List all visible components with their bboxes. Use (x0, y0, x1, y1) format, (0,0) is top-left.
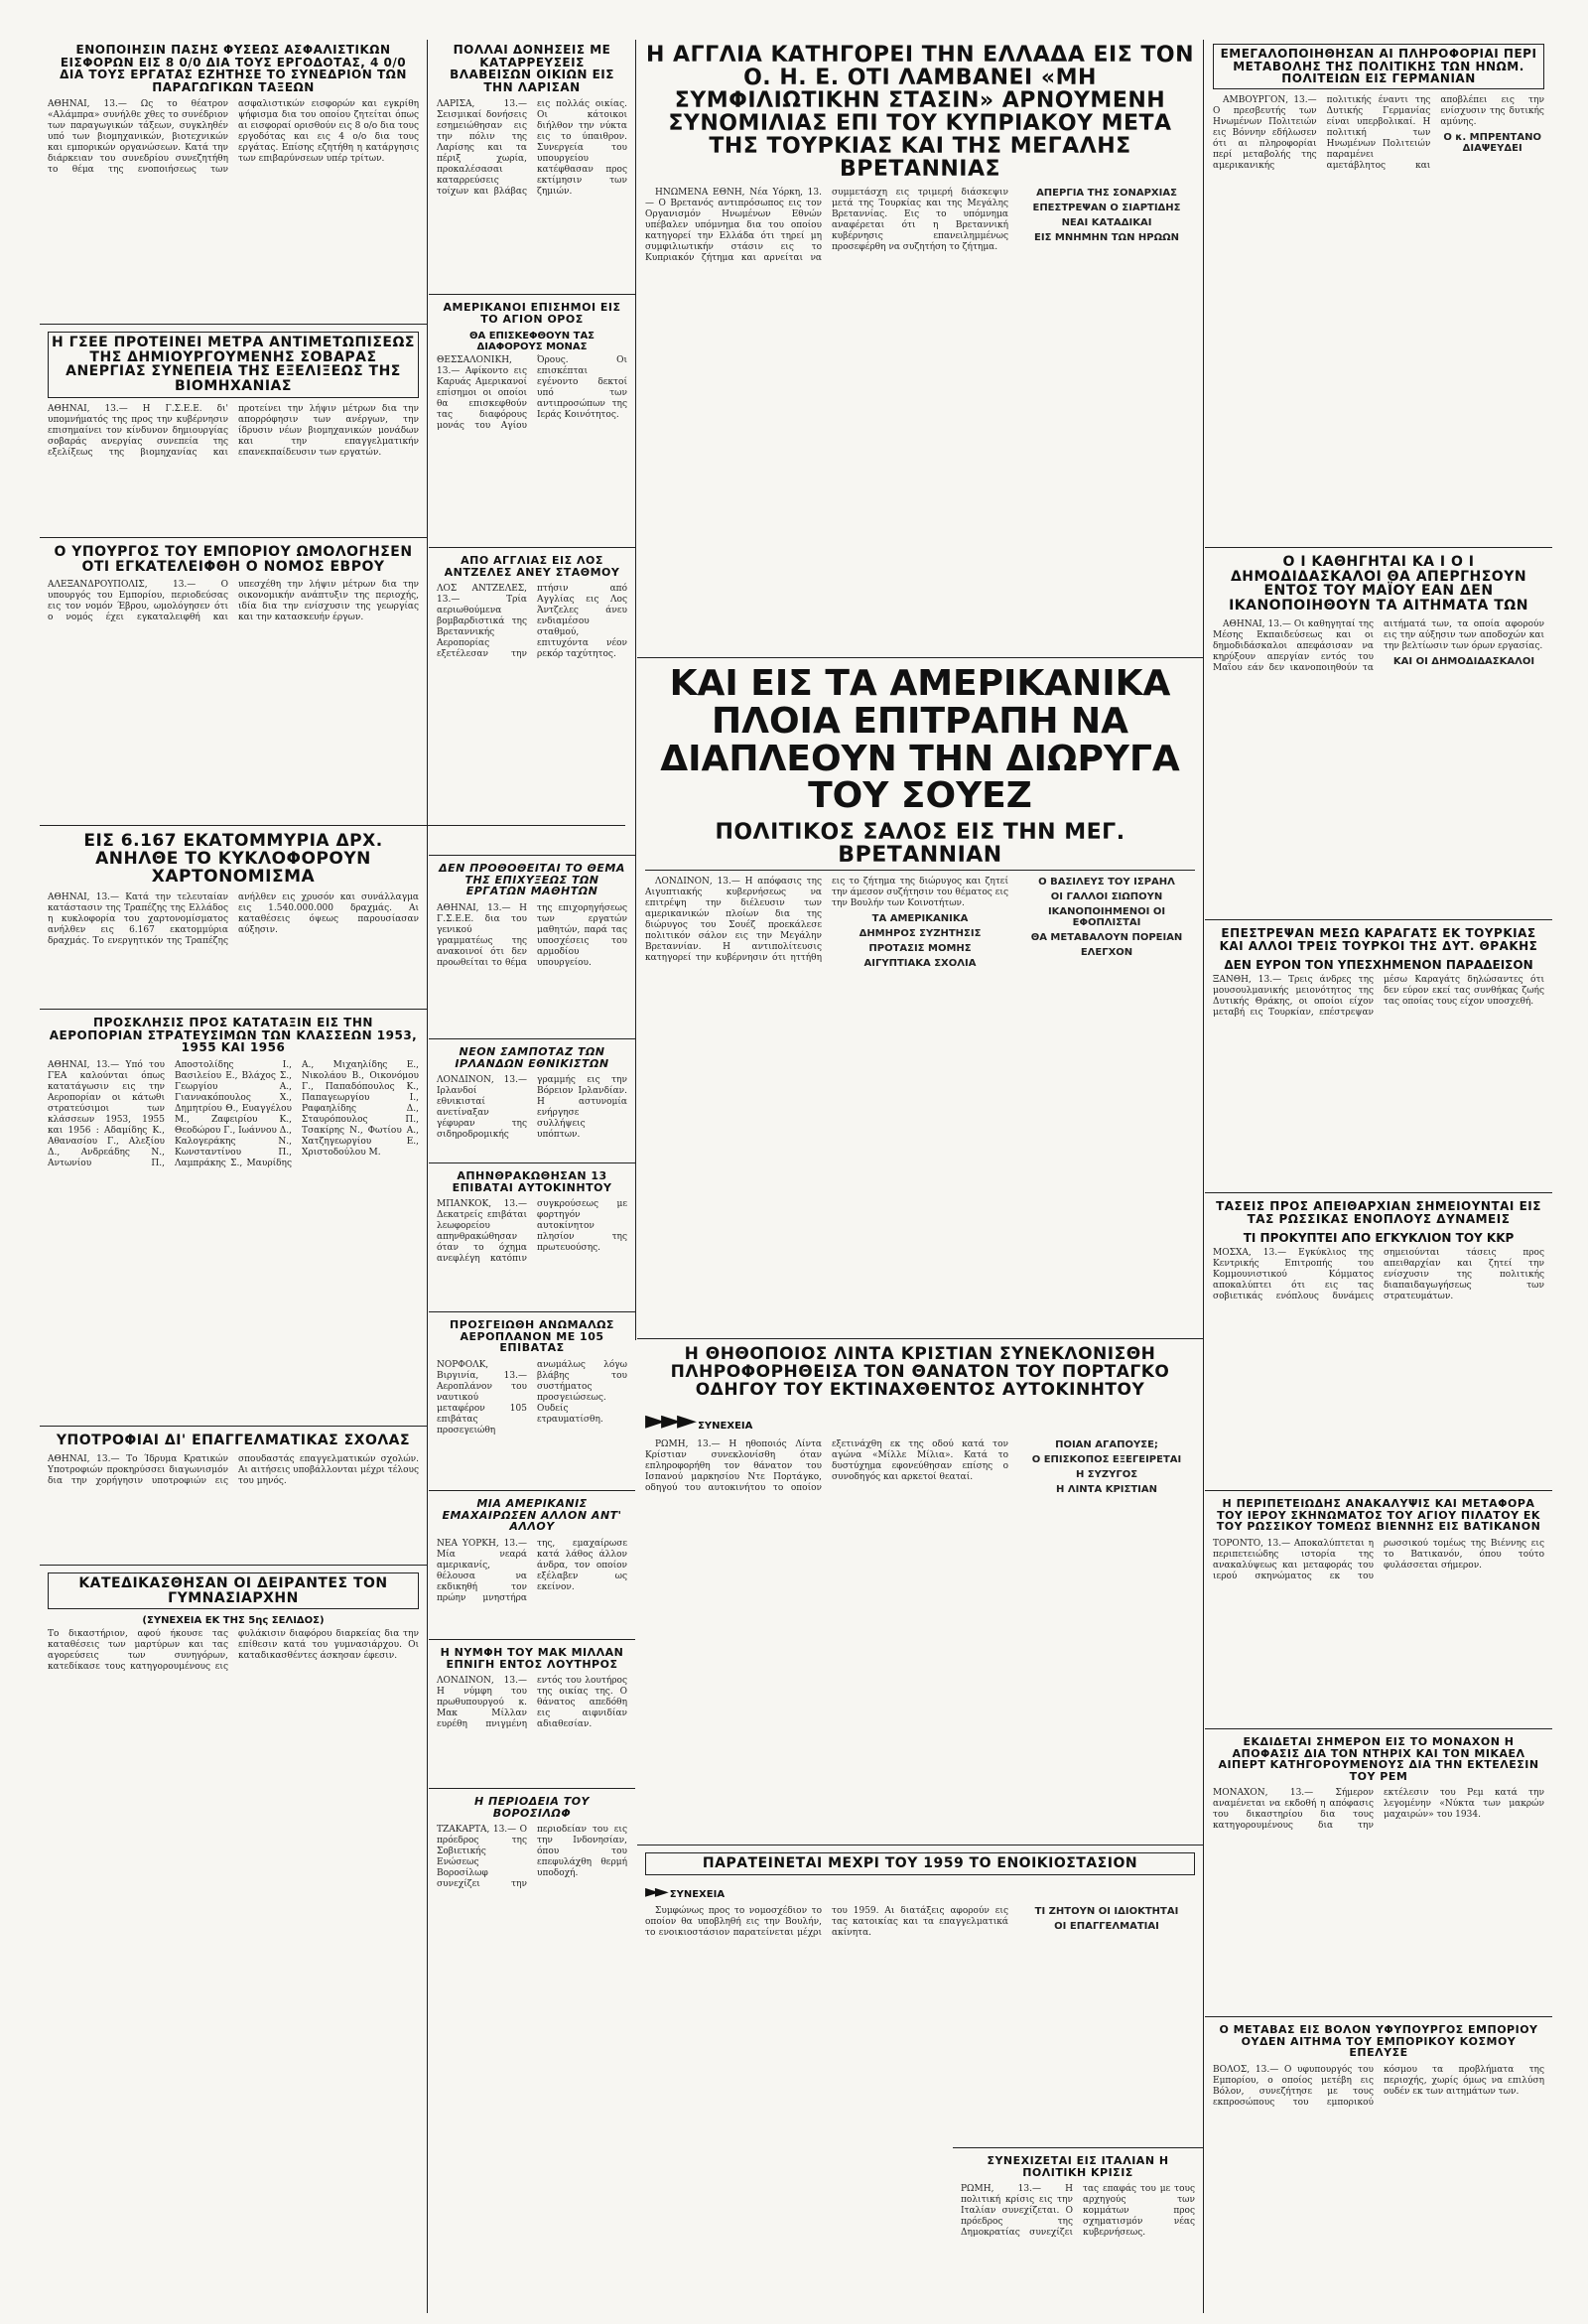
divider (429, 1490, 635, 1491)
divider (429, 1311, 635, 1312)
article-body: ΤΖΑΚΑΡΤΑ, 13.— Ο πρόεδρος της Σοβιετικής Ενώσεως Βοροσίλωφ συνεχίζει την περιοδείαν του εις την Ινδονησίαν, όπου του επεφυλάχθη θερμή υποδοχή. (437, 1825, 627, 1890)
divider (1205, 2016, 1552, 2017)
article-us-germany-policy (1205, 40, 1552, 546)
headline: ΠΑΡΑΤΕΙΝΕΤΑΙ ΜΕΧΡΙ ΤΟΥ 1959 ΤΟ ΕΝΟΙΚΙΟΣΤΑΣΙΟΝ (645, 1852, 1195, 1875)
article-body: ΜΠΑΝΚΟΚ, 13.— Δεκατρείς επιβάται λεωφορείου απηνθρακώθησαν όταν το όχημα ανεφλέγη κατόπιν συγκρούσεως με φορτηγόν αυτοκίνητον πλησίον της πρωτευούσης. (437, 1199, 627, 1265)
article-irish-sabotage (429, 1042, 635, 1162)
subheadline: ΤΑ ΑΜΕΡΙΚΑΝΙΚΑ (871, 913, 969, 925)
article-body (1213, 95, 1544, 172)
subheadline: ΟΙ ΕΠΑΓΓΕΛΜΑΤΙΑΙ (1054, 1920, 1159, 1932)
divider (1205, 1192, 1552, 1193)
article-body (645, 877, 1195, 969)
article-body: ΜΟΝΑΧΟΝ, 13.— Σήμερον αναμένεται να εκδοθή η απόφασις του δικαστηρίου δια τους κατηγορουμένους δια την εκτέλεσιν του Ρεμ κατά την λεγομένην «Νύκτα των μακρών μαχαιρών» του 1934. (1213, 1788, 1544, 1832)
column-rule (1203, 40, 1204, 2313)
divider (637, 1338, 1203, 1339)
headline: ΥΠΟΤΡΟΦΙΑΙ ΔΙ' ΕΠΑΓΓΕΛΜΑΤΙΚΑΣ ΣΧΟΛΑΣ (56, 1433, 411, 1448)
headline: ΠΟΛΛΑΙ ΔΟΝΗΣΕΙΣ ΜΕ ΚΑΤΑΡΡΕΥΣΕΙΣ ΒΛΑΒΕΙΣΩΝ ΟΙΚΙΩΝ ΕΙΣ ΤΗΝ ΛΑΡΙΣΑΝ (450, 43, 614, 94)
subheadline: ΑΠΕΡΓΙΑ ΤΗΣ ΣΟΝΑΡΧΙΑΣ (1036, 187, 1177, 199)
headline: ΜΙΑ ΑΜΕΡΙΚΑΝΙΣ ΕΜΑΧΑΙΡΩΣΕΝ ΑΛΛΟΝ ΑΝΤ' ΑΛΛΟΥ (442, 1497, 622, 1534)
subheadline: ΕΠΕΣΤΡΕΨΑΝ Ο ΣΙΑΡΤΙΔΗΣ (1032, 202, 1181, 213)
divider (40, 537, 427, 538)
article-body: ΑΘΗΝΑΙ, 13.— Το Ίδρυμα Κρατικών Υποτροφιών προκηρύσσει διαγωνισμόν δια την χορήγησιν υποτροφιών εις σπουδαστάς επαγγελματικών σχολών. Αι αιτήσεις υποβάλλονται μέχρι τέλους του μηνός. (48, 1453, 419, 1486)
article-body: ΛΟΣ ΑΝΤΖΕΛΕΣ, 13.— Τρία αεριωθούμενα βομβαρδιστικά της Βρεταννικής Αεροπορίας εξετέλεσαν την πτήσιν από Αγγλίας εις Λος Άντζελες άνευ ενδιαμέσου σταθμού, επιτυχόντα νέον ρεκόρ ταχύτητος. (437, 584, 627, 660)
article-suez-canal (637, 661, 1203, 1336)
continuation-label: (ΣΥΝΕΧΕΙΑ ΕΚ ΤΗΣ 5ης ΣΕΛΙΔΟΣ) (142, 1615, 325, 1627)
divider (1205, 1490, 1552, 1491)
article-macmillan-daughter-in-law (429, 1643, 635, 1787)
article-body: ΞΑΝΘΗ, 13.— Τρεις άνδρες της μουσουλμανικής μειονότητος της Δυτικής Θράκης, οι οποίοι είχον μεταβή εις Τουρκίαν, επέστρεψαν μέσω Καραγάτς δηλώσαντες ότι δεν εύρον εκεί τας συνθήκας ζωής τας οποίας τους είχον υποσχεθή. (1213, 975, 1544, 1019)
article-body (645, 188, 1195, 264)
article-body (645, 1439, 1195, 1495)
article-body: ΛΑΡΙΣΑ, 13.— Σεισμικαί δονήσεις εσημειώθησαν εις την πόλιν της Λαρίσης και τα πέριξ χωρία, προκαλέσασαι καταρρεύσεις τοίχων και βλάβας εις πολλάς οικίας. Οι κάτοικοι διήλθον την νύκτα εις το ύπαιθρον. Συνεργεία του υπουργείου κατέφθασαν προς εκτίμησιν των ζημιών. (437, 99, 627, 198)
article-scholarships (40, 1430, 427, 1564)
arrow-icon: ►► (645, 1880, 665, 1902)
subheadline: ΔΗΜΗΡΟΣ ΣΥΖΗΤΗΣΙΣ (859, 928, 982, 940)
headline: ΑΠΟ ΑΓΓΛΙΑΣ ΕΙΣ ΛΟΣ ΑΝΤΖΕΛΕΣ ΑΝΕΥ ΣΤΑΘΜΟΥ (444, 554, 620, 579)
headline: ΤΑΣΕΙΣ ΠΡΟΣ ΑΠΕΙΘΑΡΧΙΑΝ ΣΗΜΕΙΟΥΝΤΑΙ ΕΙΣ ΤΑΣ ΡΩΣΣΙΚΑΣ ΕΝΟΠΛΟΥΣ ΔΥΝΑΜΕΙΣ (1216, 1199, 1541, 1226)
article-student-workers (429, 859, 635, 1037)
headline: ΠΡΟΣΚΛΗΣΙΣ ΠΡΟΣ ΚΑΤΑΤΑΞΙΝ ΕΙΣ ΤΗΝ ΑΕΡΟΠΟΡΙΑΝ ΣΤΡΑΤΕΥΣΙΜΩΝ ΤΩΝ ΚΛΑΣΣΕΩΝ 1953, 1955 ΚΑΙ 1956 (49, 1016, 418, 1055)
article-body: ΑΘΗΝΑΙ, 13.— Η Γ.Σ.Ε.Ε. δια του γενικού γραμματέως της ανακοινοί ότι δεν προωθείται το θέμα της επιχορηγήσεως των εργατών μαθητών, παρά τας υποσχέσεις του αρμοδίου υπουργείου. (437, 902, 627, 968)
article-teachers-strike (1205, 551, 1552, 918)
subheadline: Ο ΒΑΣΙΛΕΥΣ ΤΟΥ ΙΣΡΑΗΛ (1038, 877, 1175, 889)
subheadline: ΤΙ ΖΗΤΟΥΝ ΟΙ ΙΔΙΟΚΤΗΤΑΙ (1034, 1905, 1179, 1917)
article-body (1213, 619, 1544, 674)
secondary-headline: ΠΟΛΙΤΙΚΟΣ ΣΑΛΟΣ ΕΙΣ ΤΗΝ ΜΕΓ. ΒΡΕΤΑΝΝΙΑΝ (645, 821, 1195, 871)
headline: ΚΑΤΕΔΙΚΑΣΘΗΣΑΝ ΟΙ ΔΕΙΡΑΝΤΕΣ ΤΟΝ ΓΥΜΝΑΣΙΑΡΧΗΝ (48, 1572, 419, 1609)
headline: Ο ΥΠΟΥΡΓΟΣ ΤΟΥ ΕΜΠΟΡΙΟΥ ΩΜΟΛΟΓΗΣΕΝ ΟΤΙ ΕΓΚΑΤΕΛΕΙΦΘΗ Ο ΝΟΜΟΣ ΕΒΡΟΥ (54, 544, 413, 575)
article-los-angeles-flight (429, 551, 635, 854)
divider (429, 1162, 635, 1163)
column-rule (427, 40, 428, 2313)
article-body: ΑΘΗΝΑΙ, 13.— Υπό του ΓΕΑ καλούνται όπως κατατάγωσιν εις την Αεροπορίαν οι κάτωθι στρατεύσιμοι των κλάσσεων 1953, 1955 και 1956 : Αδαμίδης Κ., Αθανασίου Γ., Αλεξίου Δ., Ανδρεάδης Ν., Αντωνίου Π., Αποστολίδης Ι., Βασιλείου Ε., Βλάχος Σ., Γεωργίου Α., Γιαννακόπουλος Χ., Δημητρίου Θ., Ευαγγέλου Μ., Ζαφειρίου Κ., Θεοδώρου Γ., Ιωάννου Δ., Καλογεράκης Ν., Κωνσταντίνου Π., Λαμπράκης Σ., Μαυρίδης Α., Μιχαηλίδης Ε., Νικολάου Β., Οικονόμου Γ., Παπαδόπουλος Κ., Παπαγεωργίου Ι., Ραφαηλίδης Δ., Σταυρόπουλος Π., Τσακίρης Ν., Φωτίου Α., Χατζηγεωργίου Ε., Χριστοδούλου Μ. (48, 1059, 419, 1168)
headline: Η ΑΓΓΛΙΑ ΚΑΤΗΓΟΡΕΙ ΤΗΝ ΕΛΛΑΔΑ ΕΙΣ ΤΟΝ Ο. Η. Ε. ΟΤΙ ΛΑΜΒΑΝΕΙ «ΜΗ ΣΥΜΦΙΛΙΩΤΙΚΗΝ ΣΤΑΣΙΝ» ΑΡΝΟΥΜΕΝΗ ΣΥΝΟΜΙΛΙΑΣ ΕΠΙ ΤΟΥ ΚΥΠΡΙΑΚΟΥ ΜΕΤΑ ΤΗΣ ΤΟΥΡΚΙΑΣ ΚΑΙ ΤΗΣ ΜΕΓΑΛΗΣ ΒΡΕΤΑΝΝΙΑΣ (645, 43, 1195, 183)
paragraph: ΑΘΗΝΑΙ, 13.— Οι καθηγηταί της Μέσης Εκπαιδεύσεως και οι δημοδιδάσκαλοι απεφάσισαν να κηρύξουν απεργίαν εντός του Μαΐου εάν δεν ικανοποιηθούν τα αιτήματά των, τα οποία αφορούν εις την αύξησιν των αποδοχών και την βελτίωσιν των όρων εργασίας. (1213, 618, 1544, 673)
article-volos-deputy-minister (1205, 2020, 1552, 2313)
paragraph: Συμφώνως προς το νομοσχέδιον το οποίον θα υποβληθή εις την Βουλήν, το ενοικιοστάσιον παρατείνεται μέχρι του 1959. Αι διατάξεις αφορούν εις τας κατοικίας και τα επαγγελματικά ακίνητα. (645, 1905, 1008, 1938)
divider (429, 1788, 635, 1789)
subheadline: ΠΡΟΤΑΣΙΣ ΜΟΜΗΣ (868, 943, 972, 955)
article-body: ΝΟΡΦΟΛΚ, Βιργινία, 13.— Αεροπλάνον του ναυτικού μεταφέρον 105 επιβάτας προσεγειώθη ανωμάλως λόγω βλάβης του συστήματος προσγειώσεως. Ουδείς ετραυματίσθη. (437, 1359, 627, 1435)
article-body: ΡΩΜΗ, 13.— Η πολιτική κρίσις εις την Ιταλίαν συνεχίζεται. Ο πρόεδρος της Δημοκρατίας συνεχίζει τας επαφάς του με τους αρχηγούς των κομμάτων προς σχηματισμόν νέας κυβερνήσεως. (961, 2184, 1195, 2239)
subheadline: ΑΙΓΥΠΤΙΑΚΑ ΣΧΟΛΙΑ (863, 958, 977, 970)
paragraph: ΑΜΒΟΥΡΓΟΝ, 13.— Ο πρεσβευτής των Ηνωμένων Πολιτειών εις Βόννην εδήλωσεν ότι αι πληροφορίαι περί μεταβολής της αμερικανικής πολιτικής έναντι της Δυτικής Γερμανίας είναι υπερβολικαί. Η πολιτική των Ηνωμένων Πολιτειών παραμένει αμετάβλητος και αποβλέπει εις την ενίσχυσιν της δυτικής αμύνης. (1213, 94, 1544, 171)
continuation-marker (645, 1881, 1195, 1902)
headline: ΚΑΙ ΕΙΣ ΤΑ ΑΜΕΡΙΚΑΝΙΚΑ ΠΛΟΙΑ ΕΠΙΤΡΑΠΗ ΝΑ ΔΙΑΠΛΕΟΥΝ ΤΗΝ ΔΙΩΡΥΓΑ ΤΟΥ ΣΟΥΕΖ (660, 663, 1180, 817)
subheadline: ΤΙ ΠΡΟΚΥΠΤΕΙ ΑΠΟ ΕΓΚΥΚΛΙΟΝ ΤΟΥ ΚΚΡ (1243, 1231, 1515, 1246)
subheadline: ΠΟΙΑΝ ΑΓΑΠΟΥΣΕ; (1055, 1438, 1158, 1450)
headline: ΝΕΟΝ ΣΑΜΠΟΤΑΖ ΤΩΝ ΙΡΛΑΝΔΩΝ ΕΘΝΙΚΙΣΤΩΝ (455, 1045, 609, 1070)
continuation-label: ΣΥΝΕΧΕΙΑ (669, 1888, 726, 1900)
article-body: ΤΟΡΟΝΤΟ, 13.— Αποκαλύπτεται η περιπετειώδης ιστορία της ανακαλύψεως και μεταφοράς του ιερού σκηνώματος εκ του ρωσσικού τομέως της Βιέννης εις το Βατικανόν, όπου τούτο φυλάσσεται σήμερον. (1213, 1538, 1544, 1581)
article-larissa-earthquakes (429, 40, 635, 293)
subheadline: Η ΣΥΖΥΓΟΣ (1075, 1468, 1138, 1480)
paragraph: ΡΩΜΗ, 13.— Η ηθοποιός Λίντα Κρίστιαν συνεκλονίσθη όταν επληροφορήθη τον θάνατον του Ισπανού μαρκησίου Ντε Πορτάγκο, οδηγού του αυτοκινήτου το οποίον εξετινάχθη εκ της οδού κατά τον αγώνα «Μίλλε Μίλια». Κατά το δυστύχημα εφονεύθησαν επίσης ο συνοδηγός και αρκετοί θεαταί. (645, 1438, 1008, 1493)
subheadline: ΟΙ ΓΑΛΛΟΙ ΣΙΩΠΟΥΝ (1050, 891, 1163, 903)
divider (1205, 547, 1552, 548)
headline: Η ΝΥΜΦΗ ΤΟΥ ΜΑΚ ΜΙΛΛΑΝ ΕΠΝΙΓΗ ΕΝΤΟΣ ΛΟΥΤΗΡΟΣ (440, 1646, 624, 1671)
article-evros (40, 541, 427, 824)
headline: ΕΝΟΠΟΙΗΣΙΝ ΠΑΣΗΣ ΦΥΣΕΩΣ ΑΣΦΑΛΙΣΤΙΚΩΝ ΕΙΣΦΟΡΩΝ ΕΙΣ 8 0/0 ΔΙΑ ΤΟΥΣ ΕΡΓΟΔΟΤΑΣ, 4 0/0 ΔΙΑ ΤΟΥΣ ΕΡΓΑΤΑΣ ΕΖΗΤΗΣΕ ΤΟ ΣΥΝΕΔΡΙΟΝ ΤΩΝ ΠΑΡΑΓΩΓΙΚΩΝ ΤΑΞΕΩΝ (60, 43, 407, 94)
article-stabbing (429, 1494, 635, 1638)
headline: ΕΜΕΓΑΛΟΠΟΙΗΘΗΣΑΝ ΑΙ ΠΛΗΡΟΦΟΡΙΑΙ ΠΕΡΙ ΜΕΤΑΒΟΛΗΣ ΤΗΣ ΠΟΛΙΤΙΚΗΣ ΤΩΝ ΗΝΩΜ. ΠΟΛΙΤΕΙΩΝ ΕΙΣ ΓΕΡΜΑΝΙΑΝ (1213, 44, 1544, 89)
divider (637, 1845, 1203, 1846)
article-munich-verdict (1205, 1732, 1552, 2015)
continuation-label: ΣΥΝΕΧΕΙΑ (698, 1420, 753, 1432)
article-cyprus-un (637, 40, 1203, 655)
divider (429, 1038, 635, 1039)
article-body: ΒΟΛΟΣ, 13.— Ο υφυπουργός του Εμπορίου, ο οποίος μετέβη εις Βόλον, συνεζήτησε με τους εκπροσώπους του εμπορικού κόσμου τα προβλήματα της περιοχής, χωρίς όμως να επιλύση ουδέν εκ των αιτημάτων των. (1213, 2064, 1544, 2108)
headline: ΕΚΔΙΔΕΤΑΙ ΣΗΜΕΡΟΝ ΕΙΣ ΤΟ ΜΟΝΑΧΟΝ Η ΑΠΟΦΑΣΙΣ ΔΙΑ ΤΟΝ ΝΤΗΡΙΧ ΚΑΙ ΤΟΝ ΜΙΚΑΕΛ ΑΙΠΕΡΤ ΚΑΤΗΓΟΡΟΥΜΕΝΟΥΣ ΔΙΑ ΤΗΝ ΕΚΤΕΛΕΣΙΝ ΤΟΥ ΡΕΜ (1218, 1735, 1539, 1783)
article-voroshilov-tour (429, 1792, 635, 2313)
subheadline: ΔΕΝ ΕΥΡΟΝ ΤΟΝ ΥΠΕΣΧΗΜΕΝΟΝ ΠΑΡΑΔΕΙΣΟΝ (1224, 958, 1533, 973)
headline: ΣΥΝΕΧΙΖΕΤΑΙ ΕΙΣ ΙΤΑΛΙΑΝ Η ΠΟΛΙΤΙΚΗ ΚΡΙΣΙΣ (987, 2154, 1169, 2179)
divider (1205, 1728, 1552, 1729)
divider (40, 1565, 427, 1566)
article-body: ΛΟΝΔΙΝΟΝ, 13.— Ιρλανδοί εθνικισταί ανετίναξαν γέφυραν της σιδηροδρομικής γραμμής εις την Βόρειον Ιρλανδίαν. Η αστυνομία ενήργησε συλλήψεις υπόπτων. (437, 1075, 627, 1141)
divider (40, 1009, 427, 1010)
article-bus-fire (429, 1166, 635, 1310)
subheadline: ΕΙΣ ΜΝΗΜΗΝ ΤΩΝ ΗΡΩΩΝ (1034, 231, 1179, 243)
divider (40, 1426, 427, 1427)
subheadline: Ο κ. ΜΠΡΕΝΤΑΝΟ ΔΙΑΨΕΥΔΕΙ (1443, 131, 1541, 154)
subheadline: ΕΛΕΓΧΟΝ (1080, 947, 1133, 959)
article-gymnasiarch-beating (40, 1569, 427, 2313)
divider (429, 294, 635, 295)
headline: Η ΓΣΕΕ ΠΡΟΤΕΙΝΕΙ ΜΕΤΡΑ ΑΝΤΙΜΕΤΩΠΙΣΕΩΣ ΤΗΣ ΔΗΜΙΟΥΡΓΟΥΜΕΝΗΣ ΣΟΒΑΡΑΣ ΑΝΕΡΓΙΑΣ ΣΥΝΕΠΕΙΑ ΤΗΣ ΕΞΕΛΙΞΕΩΣ ΤΗΣ ΒΙΟΜΗΧΑΝΙΑΣ (48, 332, 419, 398)
divider (429, 1639, 635, 1640)
continuation-marker (645, 1406, 1195, 1435)
article-banknotes (40, 829, 427, 1008)
divider (1205, 919, 1552, 920)
divider (637, 657, 1203, 658)
headline: ΕΙΣ 6.167 ΕΚΑΤΟΜΜΥΡΙΑ ΔΡΧ. ΑΝΗΛΘΕ ΤΟ ΚΥΚΛΟΦΟΡΟΥΝ ΧΑΡΤΟΝΟΜΙΣΜΑ (83, 831, 383, 887)
article-soviet-indiscipline (1205, 1196, 1552, 1489)
subheadline: Ο ΕΠΙΣΚΟΠΟΣ ΕΞΕΓΕΙΡΕΤΑΙ (1031, 1453, 1182, 1465)
headline: ΔΕΝ ΠΡΟΘΟΘΕΙΤΑΙ ΤΟ ΘΕΜΑ ΤΗΣ ΕΠΙΧΥΞΕΩΣ ΤΩΝ ΕΡΓΑΤΩΝ ΜΑΘΗΤΩΝ (439, 862, 625, 898)
article-body: ΜΟΣΧΑ, 13.— Εγκύκλιος της Κεντρικής Επιτροπής του Κομμουνιστικού Κόμματος αποκαλύπτει ότι εις τας σοβιετικάς ενόπλους δυνάμεις σημειούνται τάσεις προς απειθαρχίαν και ζητεί την ενίσχυσιν της πολιτικής διαπαιδαγωγήσεως των στρατευμάτων. (1213, 1248, 1544, 1302)
headline: ΑΜΕΡΙΚΑΝΟΙ ΕΠΙΣΗΜΟΙ ΕΙΣ ΤΟ ΑΓΙΟΝ ΟΡΟΣ (443, 301, 621, 326)
column-rule (635, 40, 636, 1340)
divider (40, 324, 427, 325)
article-insurance-contributions (40, 40, 427, 323)
headline: ΕΠΕΣΤΡΕΨΑΝ ΜΕΣΩ ΚΑΡΑΓΑΤΣ ΕΚ ΤΟΥΡΚΙΑΣ ΚΑΙ ΑΛΛΟΙ ΤΡΕΙΣ ΤΟΥΡΚΟΙ ΤΗΣ ΔΥΤ. ΘΡΑΚΗΣ (1219, 926, 1538, 953)
subheadline: Η ΛΙΝΤΑ ΚΡΙΣΤΙΑΝ (1055, 1483, 1157, 1495)
article-body: ΑΘΗΝΑΙ, 13.— Κατά την τελευταίαν κατάστασιν της Τραπέζης της Ελλάδος η κυκλοφορία του χαρτονομίσματος ανήλθεν εις 6.167 εκατομμύρια δραχμάς. Το ενεργητικόν της Τραπέζης ανήλθεν εις χρυσόν και συνάλλαγμα εις 1.540.000.000 δραχμάς. Αι καταθέσεις όψεως παρουσίασαν αύξησιν. (48, 891, 419, 946)
headline: Η ΠΕΡΙΠΕΤΕΙΩΔΗΣ ΑΝΑΚΑΛΥΨΙΣ ΚΑΙ ΜΕΤΑΦΟΡΑ ΤΟΥ ΙΕΡΟΥ ΣΚΗΝΩΜΑΤΟΣ ΤΟΥ ΑΓΙΟΥ ΠΙΛΑΤΟΥ ΕΚ ΤΟΥ ΡΩΣΣΙΚΟΥ ΤΟΜΕΩΣ ΒΙΕΝΝΗΣ ΕΙΣ ΒΑΤΙΚΑΝΟΝ (1216, 1497, 1541, 1534)
article-body (645, 1906, 1195, 1939)
article-body: ΝΕΑ ΥΟΡΚΗ, 13.— Μία νεαρά αμερικανίς, θέλουσα να εκδικηθή τον πρώην μνηστήρα της, εμαχαίρωσε κατά λάθος άλλον άνδρα, τον οποίον εξέλαβεν ως εκείνον. (437, 1538, 627, 1603)
subheadline: ΙΚΑΝΟΠΟΙΗΜΕΝΟΙ ΟΙ ΕΦΟΠΛΙΣΤΑΙ (1047, 906, 1166, 929)
subheadline: ΝΕΑΙ ΚΑΤΑΔΙΚΑΙ (1061, 216, 1152, 228)
paragraph: ΛΟΝΔΙΝΟΝ, 13.— Η απόφασις της Αιγυπτιακής κυβερνήσεως να επιτρέψη την διέλευσιν των αμερικανικών πλοίων δια της διώρυγος του Σουέζ προεκάλεσε πολιτικόν σάλον εις την Μεγάλην Βρεταννίαν. Η αντιπολίτευσις κατηγορεί την κυβέρνησιν ότι ηττήθη εις το ζήτημα της διώρυγος και ζητεί την άμεσον συζήτησιν του θέματος εις την Βουλήν των Κοινοτήτων. (645, 877, 1008, 964)
article-italy-crisis (953, 2151, 1203, 2313)
divider (429, 547, 635, 548)
article-rent-control (637, 1848, 1203, 2146)
article-body: Το δικαστήριον, αφού ήκουσε τας καταθέσεις των μαρτύρων και τας αγορεύσεις των συνηγόρων, κατεδίκασε τους κατηγορουμένους εις φυλάκισιν διαφόρου διαρκείας δια την επίθεσιν κατά του γυμνασιάρχου. Οι καταδικασθέντες άσκησαν έφεσιν. (48, 1629, 419, 1673)
article-body: ΛΟΝΔΙΝΟΝ, 13.— Η νύμφη του πρωθυπουργού κ. Μακ Μίλλαν ευρέθη πνιγμένη εντός του λουτήρος της οικίας της. Ο θάνατος απεδόθη εις αιφνιδίαν αδιαθεσίαν. (437, 1676, 627, 1730)
subheadline: ΘΑ ΕΠΙΣΚΕΦΘΟΥΝ ΤΑΣ ΔΙΑΦΟΡΟΥΣ ΜΟΝΑΣ (468, 331, 596, 353)
headline: ΠΡΟΣΓΕΙΩΘΗ ΑΝΩΜΑΛΩΣ ΑΕΡΟΠΛΑΝΟΝ ΜΕ 105 ΕΠΙΒΑΤΑΣ (450, 1318, 614, 1355)
headline: Η ΘΗΘΟΠΟΙΟΣ ΛΙΝΤΑ ΚΡΙΣΤΙΑΝ ΣΥΝΕΚΛΟΝΙΣΘΗ ΠΛΗΡΟΦΟΡΗΘΕΙΣΑ ΤΟΝ ΘΑΝΑΤΟΝ ΤΟΥ ΠΟΡΤΑΓΚΟ ΟΔΗΓΟΥ ΤΟΥ ΕΚΤΙΝΑΧΘΕΝΤΟΣ ΑΥΤΟΚΙΝΗΤΟΥ (670, 1344, 1170, 1400)
headline: ΑΠΗΝΘΡΑΚΩΘΗΣΑΝ 13 ΕΠΙΒΑΤΑΙ ΑΥΤΟΚΙΝΗΤΟΥ (452, 1169, 612, 1194)
headline: Ο ΜΕΤΑΒΑΣ ΕΙΣ ΒΟΛΟΝ ΥΦΥΠΟΥΡΓΟΣ ΕΜΠΟΡΙΟΥ ΟΥΔΕΝ ΑΙΤΗΜΑ ΤΟΥ ΕΜΠΟΡΙΚΟΥ ΚΟΣΜΟΥ ΕΠΕΛΥΣΕ (1219, 2023, 1538, 2060)
article-mount-athos (429, 298, 635, 546)
article-body: ΑΘΗΝΑΙ, 13.— Ως το θέατρον «Αλάμπρα» συνήλθε χθες το συνέδριον των παραγωγικών τάξεων, συγκληθέν υπό των βιομηχανικών, βιοτεχνικών και εμπορικών οργανώσεων. Κατά την διάρκειαν του συνεδρίου συνεζητήθη το θέμα της ενοποιήσεως των ασφαλιστικών εισφορών και εγκρίθη ψήφισμα δια του οποίου ζητείται όπως αι εισφοραί ορισθούν εις 8 ο/ο δια τους εργοδότας και εις 4 ο/ο δια τους εργάτας. Επίσης εζητήθη η κατάργησις των επιβαρύνσεων υπέρ τρίτων. (48, 99, 419, 176)
subheadline: ΘΑ ΜΕΤΑΒΑΛΟΥΝ ΠΟΡΕΙΑΝ (1030, 932, 1183, 944)
article-body: ΘΕΣΣΑΛΟΝΙΚΗ, 13.— Αφίκοντο εις Καρυάς Αμερικανοί επίσημοι οι οποίοι θα επισκεφθούν τας διαφόρους μονάς του Αγίου Όρους. Οι επισκέπται εγένοντο δεκτοί υπό των αντιπροσώπων της Ιεράς Κοινότητος. (437, 355, 627, 432)
headline: Ο Ι ΚΑΘΗΓΗΤΑΙ ΚΑ Ι Ο Ι ΔΗΜΟΔΙΔΑΣΚΑΛΟΙ ΘΑ ΑΠΕΡΓΗΣΟΥΝ ΕΝΤΟΣ ΤΟΥ ΜΑΪΟΥ ΕΑΝ ΔΕΝ ΙΚΑΝΟΠΟΙΗΘΟΥΝ ΤΑ ΑΙΤΗΜΑΤΑ ΤΩΝ (1229, 554, 1528, 615)
subheadline: ΚΑΙ ΟΙ ΔΗΜΟΔΙΔΑΣΚΑΛΟΙ (1392, 655, 1535, 667)
article-emergency-landing (429, 1315, 635, 1489)
article-thrace-returnees (1205, 923, 1552, 1191)
article-body: ΑΛΕΞΑΝΔΡΟΥΠΟΛΙΣ, 13.— Ο υπουργός του Εμπορίου, περιοδεύσας εις τον νομόν Έβρου, ωμολόγησεν ότι ο νομός έχει εγκαταλειφθή και υπεσχέθη την λήψιν μέτρων δια την οικονομικήν ανάπτυξιν της περιοχής, ιδία δια την ενίσχυσιν της γεωργίας και την κατασκευήν έργων. (48, 580, 419, 623)
divider (953, 2147, 1203, 2148)
article-linda-christian (637, 1342, 1203, 1844)
article-gsee-unemployment (40, 328, 427, 536)
divider (429, 855, 635, 856)
paragraph: ΗΝΩΜΕΝΑ ΕΘΝΗ, Νέα Υόρκη, 13.— Ο Βρετανός αντιπρόσωπος εις τον Οργανισμόν Ηνωμένων Εθνών υπέβαλεν υπόμνημα δια του οποίου κατηγορεί την Ελλάδα ότι τηρεί μη συμφιλιωτικήν στάσιν εις το Κυπριακόν ζήτημα και αρνείται να συμμετάσχη εις τριμερή διάσκεψιν μετά της Τουρκίας και της Μεγάλης Βρεταννίας. Εις το υπόμνημα αναφέρεται ότι η Βρεταννική κυβέρνησις επανειλημμένως προσεφέρθη να συζητήση το ζήτημα. (645, 187, 1008, 263)
article-body: ΑΘΗΝΑΙ, 13.— Η Γ.Σ.Ε.Ε. δι' υπομνήματός της προς την κυβέρνησιν επισημαίνει τον κίνδυνον δημιουργίας σοβαράς ανεργίας συνεπεία της εξελίξεως της βιομηχανίας και προτείνει την λήψιν μέτρων δια την απορρόφησιν των ανέργων, την ίδρυσιν νέων βιομηχανικών μονάδων και την επαγγελματικήν επανεκπαίδευσιν των εργατών. (48, 403, 419, 458)
headline: Η ΠΕΡΙΟΔΕΙΑ ΤΟΥ ΒΟΡΟΣΙΛΩΦ (473, 1795, 591, 1820)
arrow-icon: ►►► (645, 1405, 693, 1435)
article-air-force-conscripts (40, 1013, 427, 1425)
article-holy-relic (1205, 1494, 1552, 1727)
